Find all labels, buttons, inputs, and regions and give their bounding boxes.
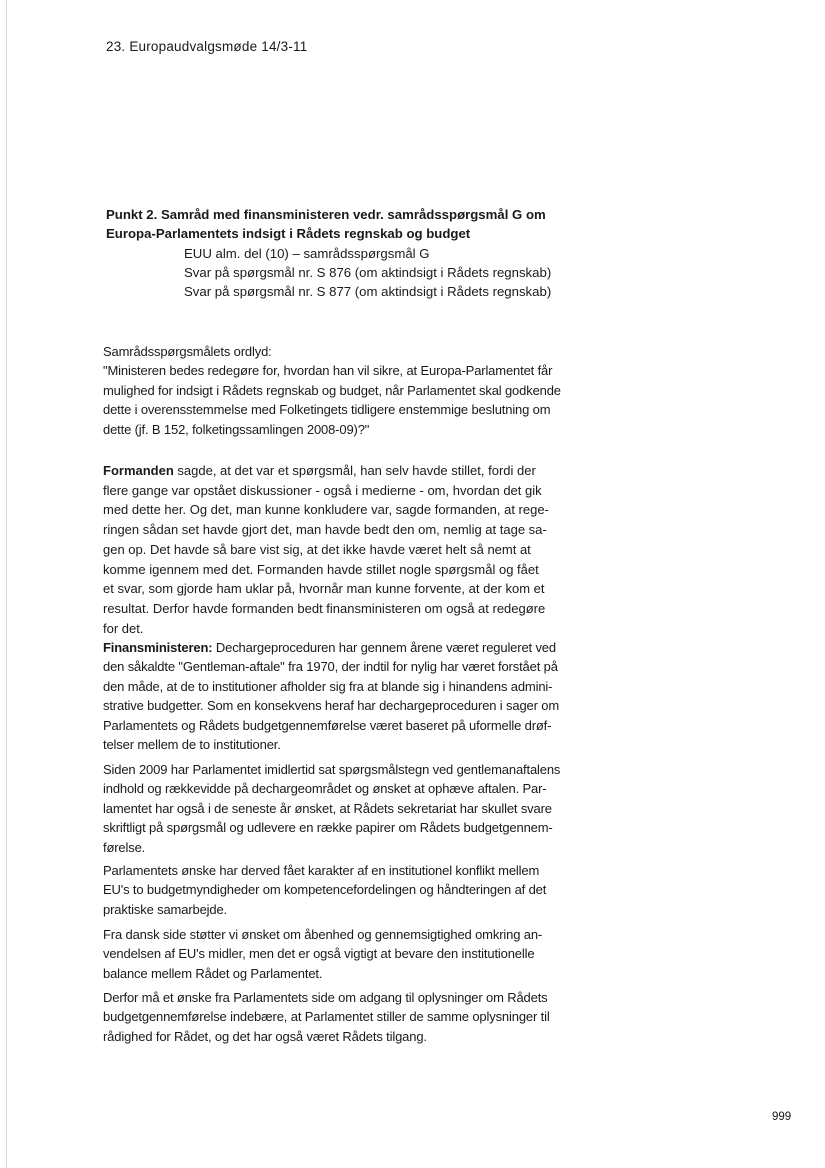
statement-first-line (103, 638, 593, 657)
paragraph-line: skriftligt på spørgsmål og udlevere en række papirer om Rådets budgetgennem- (103, 820, 553, 836)
question-line: dette (jf. B 152, folketingssamlingen 2008-09)?" (103, 421, 370, 437)
paragraph-line: rådighed for Rådet, og det har også været Rådets tilgang. (103, 1028, 427, 1044)
scan-edge-line (6, 0, 7, 1168)
question-label: Samrådsspørgsmålets ordlyd: (103, 344, 272, 359)
statement-first-line (103, 461, 593, 481)
reference-item: Svar på spørgsmål nr. S 876 (om aktindsigt i Rådets regnskab) (184, 265, 552, 280)
statement-line: for det. (103, 620, 144, 636)
paragraph-line: indhold og rækkevidde på dechargeområdet og ønsket at ophæve aftalen. Par- (103, 781, 547, 797)
reference-item: Svar på spørgsmål nr. S 877 (om aktindsigt i Rådets regnskab) (184, 284, 552, 299)
statement-line: komme igennem med det. Formanden havde stillet nogle spørgsmål og fået (103, 561, 539, 577)
statement-line: Parlamentets og Rådets budgetgennemførelse været baseret på uformelle drøf- (103, 717, 552, 733)
reference-list (184, 244, 551, 301)
formanden-statement (103, 461, 593, 638)
agenda-item-title (106, 205, 606, 243)
statement-line: den såkaldte "Gentleman-aftale" fra 1970, der indtil for nylig har været forstået på (103, 659, 558, 675)
question-line: dette i overensstemmelse med Folketingets tidligere enstemmige beslutning om (103, 402, 551, 418)
statement-line: telser mellem de to institutioner. (103, 737, 281, 753)
question-section (103, 342, 593, 439)
minister-statement (103, 638, 593, 754)
paragraph-line: EU's to budgetmyndigheder om kompetencefordelingen og håndteringen af det (103, 882, 547, 898)
paragraph (103, 861, 593, 919)
speaker-name: Finansministeren: (103, 640, 213, 655)
page-header: 23. Europaudvalgsmøde 14/3-11 (106, 39, 308, 54)
paragraph-line: førelse. (103, 839, 146, 855)
reference-item: EUU alm. del (10) – samrådsspørgsmål G (184, 246, 430, 261)
statement-line: med dette her. Og det, man kunne konkludere var, sagde formanden, at rege- (103, 502, 549, 518)
statement-text: sagde, at det var et spørgsmål, han selv havde stillet, fordi der (173, 463, 536, 478)
paragraph-line: balance mellem Rådet og Parlamentet. (103, 965, 323, 981)
paragraph-line: Derfor må et ønske fra Parlamentets side om adgang til oplysninger om Rådets (103, 990, 548, 1005)
question-line: "Ministeren bedes redegøre for, hvordan han vil sikre, at Europa-Parlamentet får (103, 363, 553, 379)
paragraph-line: praktiske samarbejde. (103, 901, 228, 917)
statement-line: strative budgetter. Som en konsekvens heraf har dechargeproceduren i sager om (103, 698, 559, 714)
speaker-name: Formanden (103, 463, 174, 478)
paragraph (103, 760, 593, 857)
statement-line: den måde, at de to institutioner afholder sig fra at blande sig i hinandens admini- (103, 678, 553, 694)
paragraph (103, 925, 593, 983)
paragraph-line: Parlamentets ønske har derved fået karakter af en institutionel konflikt mellem (103, 863, 540, 878)
paragraph-line: Siden 2009 har Parlamentet imidlertid sat spørgsmålstegn ved gentlemanaftalens (103, 762, 561, 777)
statement-text: Dechargeproceduren har gennem årene været reguleret ved (212, 640, 556, 655)
paragraph-line: budgetgennemførelse indebære, at Parlamentet stiller de samme oplysninger til (103, 1009, 550, 1025)
paragraph-line: Fra dansk side støtter vi ønsket om åbenhed og gennemsigtighed omkring an- (103, 927, 543, 942)
paragraph (103, 988, 593, 1046)
paragraph-line: lamentet har også i de seneste år ønsket, at Rådets sekretariat har skullet svare (103, 800, 552, 816)
question-line: mulighed for indsigt i Rådets regnskab og budget, når Parlamentet skal godkende (103, 382, 561, 398)
statement-line: gen op. Det havde så bare vist sig, at det ikke havde været helt så nemt at (103, 541, 531, 557)
page-number: 999 (772, 1111, 792, 1123)
statement-line: flere gange var opstået diskussioner - også i medierne - om, hvordan det gik (103, 482, 542, 498)
statement-line: resultat. Derfor havde formanden bedt finansministeren om også at redegøre (103, 600, 546, 616)
title-line: Punkt 2. Samråd med finansministeren vedr. samrådsspørgsmål G om (106, 207, 546, 222)
paragraph-line: vendelsen af EU's midler, men det er også vigtigt at bevare den institutionelle (103, 946, 535, 962)
statement-line: et svar, som gjorde ham uklar på, hvornår man kunne forvente, at der kom et (103, 581, 545, 597)
title-line: Europa-Parlamentets indsigt i Rådets regnskab og budget (106, 226, 471, 241)
statement-line: ringen sådan set havde gjort det, man havde bedt den om, nemlig at tage sa- (103, 522, 547, 538)
